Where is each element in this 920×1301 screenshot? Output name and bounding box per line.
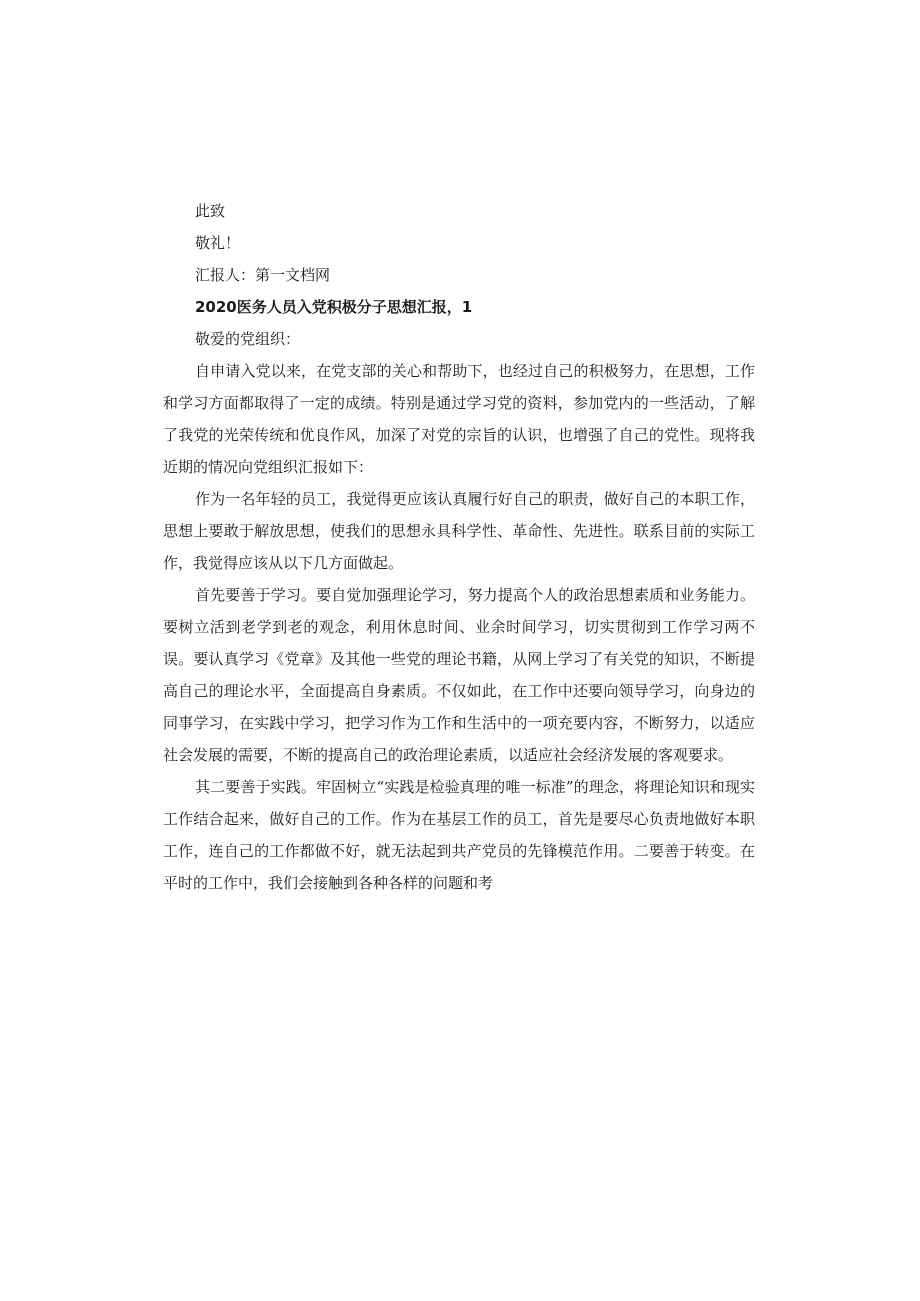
paragraph-study: 首先要善于学习。要自觉加强理论学习，努力提高个人的政治思想素质和业务能力。要树立活到老学到老的观念，利用休息时间、业余时间学习，切实贯彻到工作学习两不误。要认真学习《党章》及其他一些党的理论书籍，从网上学习了有关党的知识，不断提高自己的理论水平，全面提高自身素质。不仅如此，在工作中还要向领导学习，向身边的同事学习，在实践中学习，把学习作为工作和生活中的一项充要内容，不断努力，以适应社会发展的需要，不断的提高自己的政治理论素质，以适应社会经济发展的客观要求。 (163, 586, 755, 764)
document-body (163, 195, 755, 899)
paragraph-intro: 自申请入党以来，在党支部的关心和帮助下，也经过自己的积极努力，在思想，工作和学习方面都取得了一定的成绩。特别是通过学习党的资料，参加党内的一些活动，了解了我党的光荣传统和优良作风，加深了对党的宗旨的认识，也增强了自己的党性。现将我近期的情况向党组织汇报如下： (163, 362, 755, 476)
closing-line: 此致 (195, 202, 226, 220)
paragraph-duty: 作为一名年轻的员工，我觉得更应该认真履行好自己的职责，做好自己的本职工作，思想上要敢于解放思想，使我们的思想永具科学性、革命性、先进性。联系目前的实际工作，我觉得应该从以下几方面做起。 (163, 490, 755, 572)
greeting-line: 敬爱的党组织： (195, 330, 301, 348)
salute-line: 敬礼！ (195, 234, 241, 252)
report-title: 2020医务人员入党积极分子思想汇报，1 (195, 298, 473, 316)
paragraph-practice: 其二要善于实践。牢固树立“实践是检验真理的唯一标准”的理念，将理论知识和现实工作结合起来，做好自己的工作。作为在基层工作的员工，首先是要尽心负责地做好本职工作，连自己的工作都做不好，就无法起到共产党员的先锋模范作用。二要善于转变。在平时的工作中，我们会接触到各种各样的问题和考 (163, 778, 755, 892)
reporter-line: 汇报人：第一文档网 (195, 266, 331, 284)
